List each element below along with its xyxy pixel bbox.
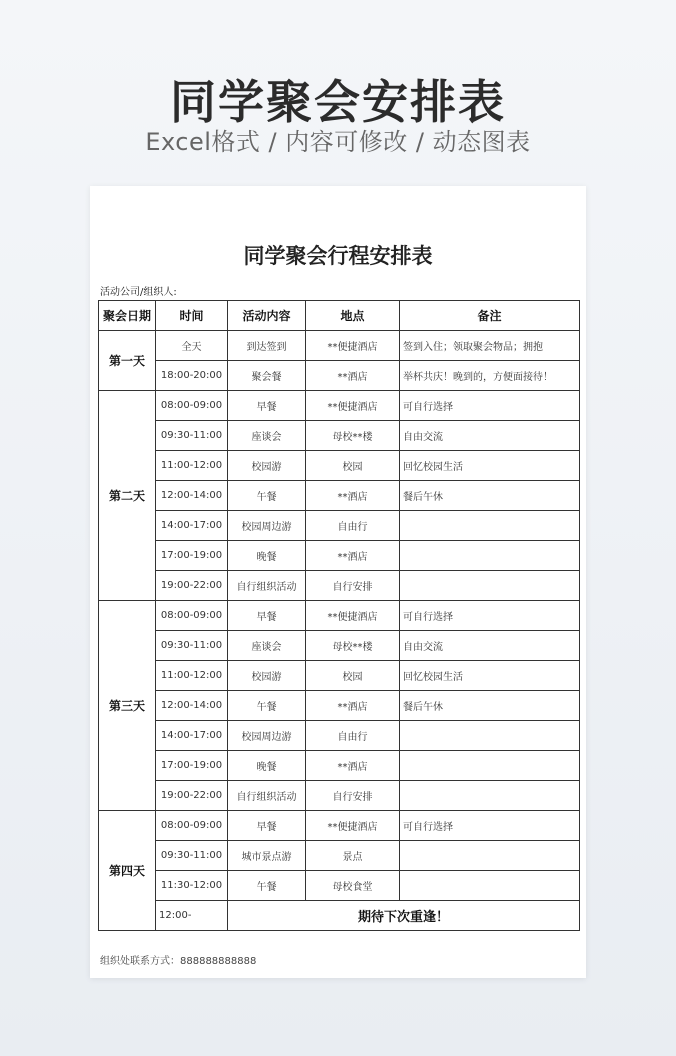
time-cell: 11:00-12:00 [156,661,228,691]
note-cell [400,721,580,751]
activity-cell: 城市景点游 [228,841,306,871]
table-row [99,901,580,931]
day-label: 第三天 [99,601,156,811]
header-place: 地点 [306,301,400,331]
time-cell: 08:00-09:00 [156,601,228,631]
table-row [99,841,580,871]
place-cell: 自由行 [306,721,400,751]
note-cell: 餐后午休 [400,481,580,511]
note-cell [400,541,580,571]
place-cell: **酒店 [306,481,400,511]
table-row [99,721,580,751]
table-row [99,361,580,391]
note-cell: 回忆校园生活 [400,451,580,481]
time-cell: 09:30-11:00 [156,841,228,871]
note-cell [400,571,580,601]
time-cell: 12:00-14:00 [156,691,228,721]
time-cell: 17:00-19:00 [156,751,228,781]
table-row [99,661,580,691]
note-cell: 可自行选择 [400,811,580,841]
day-label: 第四天 [99,811,156,931]
table-row [99,871,580,901]
note-cell: 自由交流 [400,421,580,451]
note-cell [400,781,580,811]
place-cell: 母校**楼 [306,421,400,451]
note-cell: 可自行选择 [400,601,580,631]
day-label: 第一天 [99,331,156,391]
time-cell: 09:30-11:00 [156,631,228,661]
table-row [99,421,580,451]
activity-cell: 午餐 [228,691,306,721]
note-cell [400,511,580,541]
activity-cell: 午餐 [228,871,306,901]
time-cell: 19:00-22:00 [156,571,228,601]
time-cell: 17:00-19:00 [156,541,228,571]
note-cell: 可自行选择 [400,391,580,421]
place-cell: 母校**楼 [306,631,400,661]
note-cell: 回忆校园生活 [400,661,580,691]
table-row [99,631,580,661]
table-row [99,511,580,541]
header-note: 备注 [400,301,580,331]
table-row [99,691,580,721]
place-cell: 景点 [306,841,400,871]
activity-cell: 午餐 [228,481,306,511]
time-cell: 08:00-09:00 [156,391,228,421]
table-row [99,451,580,481]
schedule-sheet [90,186,586,978]
time-cell: 全天 [156,331,228,361]
note-cell: 举杯共庆！晚到的，方便面接待！ [400,361,580,391]
schedule-table [98,300,580,931]
table-row [99,541,580,571]
time-cell: 19:00-22:00 [156,781,228,811]
note-cell [400,841,580,871]
activity-cell: 校园游 [228,451,306,481]
activity-cell: 早餐 [228,811,306,841]
place-cell: 自行安排 [306,571,400,601]
time-cell: 18:00-20:00 [156,361,228,391]
place-cell: 校园 [306,451,400,481]
table-row [99,811,580,841]
closing-message: 期待下次重逢！ [228,901,580,931]
activity-cell: 校园周边游 [228,511,306,541]
place-cell: **酒店 [306,751,400,781]
table-row [99,751,580,781]
place-cell: **便捷酒店 [306,331,400,361]
activity-cell: 自行组织活动 [228,781,306,811]
time-cell: 11:00-12:00 [156,451,228,481]
document-title: 同学聚会行程安排表 [243,244,433,268]
time-cell: 14:00-17:00 [156,511,228,541]
activity-cell: 座谈会 [228,421,306,451]
activity-cell: 晚餐 [228,751,306,781]
place-cell: 自由行 [306,511,400,541]
place-cell: **酒店 [306,361,400,391]
activity-cell: 晚餐 [228,541,306,571]
table-row [99,391,580,421]
activity-cell: 早餐 [228,601,306,631]
table-row [99,331,580,361]
place-cell: 母校食堂 [306,871,400,901]
organizer-label: 活动公司/组织人: [100,287,177,298]
place-cell: **便捷酒店 [306,811,400,841]
day-label: 第二天 [99,391,156,601]
time-cell: 08:00-09:00 [156,811,228,841]
contact-label: 组织处联系方式： [100,956,180,967]
table-row [99,781,580,811]
time-cell: 12:00-14:00 [156,481,228,511]
time-cell: 11:30-12:00 [156,871,228,901]
activity-cell: 校园周边游 [228,721,306,751]
table-row [99,481,580,511]
banner-subtitle: Excel格式 / 内容可修改 / 动态图表 [145,128,531,156]
time-cell: 14:00-17:00 [156,721,228,751]
contact-info [100,952,256,967]
note-cell [400,871,580,901]
place-cell: 校园 [306,661,400,691]
header-activity: 活动内容 [228,301,306,331]
table-row [99,571,580,601]
note-cell [400,751,580,781]
place-cell: **酒店 [306,691,400,721]
header-date: 聚会日期 [99,301,156,331]
activity-cell: 座谈会 [228,631,306,661]
banner-title: 同学聚会安排表 [170,75,506,129]
activity-cell: 早餐 [228,391,306,421]
place-cell: **便捷酒店 [306,601,400,631]
note-cell: 自由交流 [400,631,580,661]
activity-cell: 到达签到 [228,331,306,361]
activity-cell: 自行组织活动 [228,571,306,601]
time-cell: 12:00- [156,901,228,931]
note-cell: 餐后午休 [400,691,580,721]
time-cell: 09:30-11:00 [156,421,228,451]
table-row [99,601,580,631]
place-cell: **酒店 [306,541,400,571]
note-cell: 签到入住；领取聚会物品；拥抱 [400,331,580,361]
header-time: 时间 [156,301,228,331]
contact-value: 888888888888 [180,956,257,967]
activity-cell: 聚会餐 [228,361,306,391]
activity-cell: 校园游 [228,661,306,691]
place-cell: 自行安排 [306,781,400,811]
table-header-row [99,301,580,331]
place-cell: **便捷酒店 [306,391,400,421]
